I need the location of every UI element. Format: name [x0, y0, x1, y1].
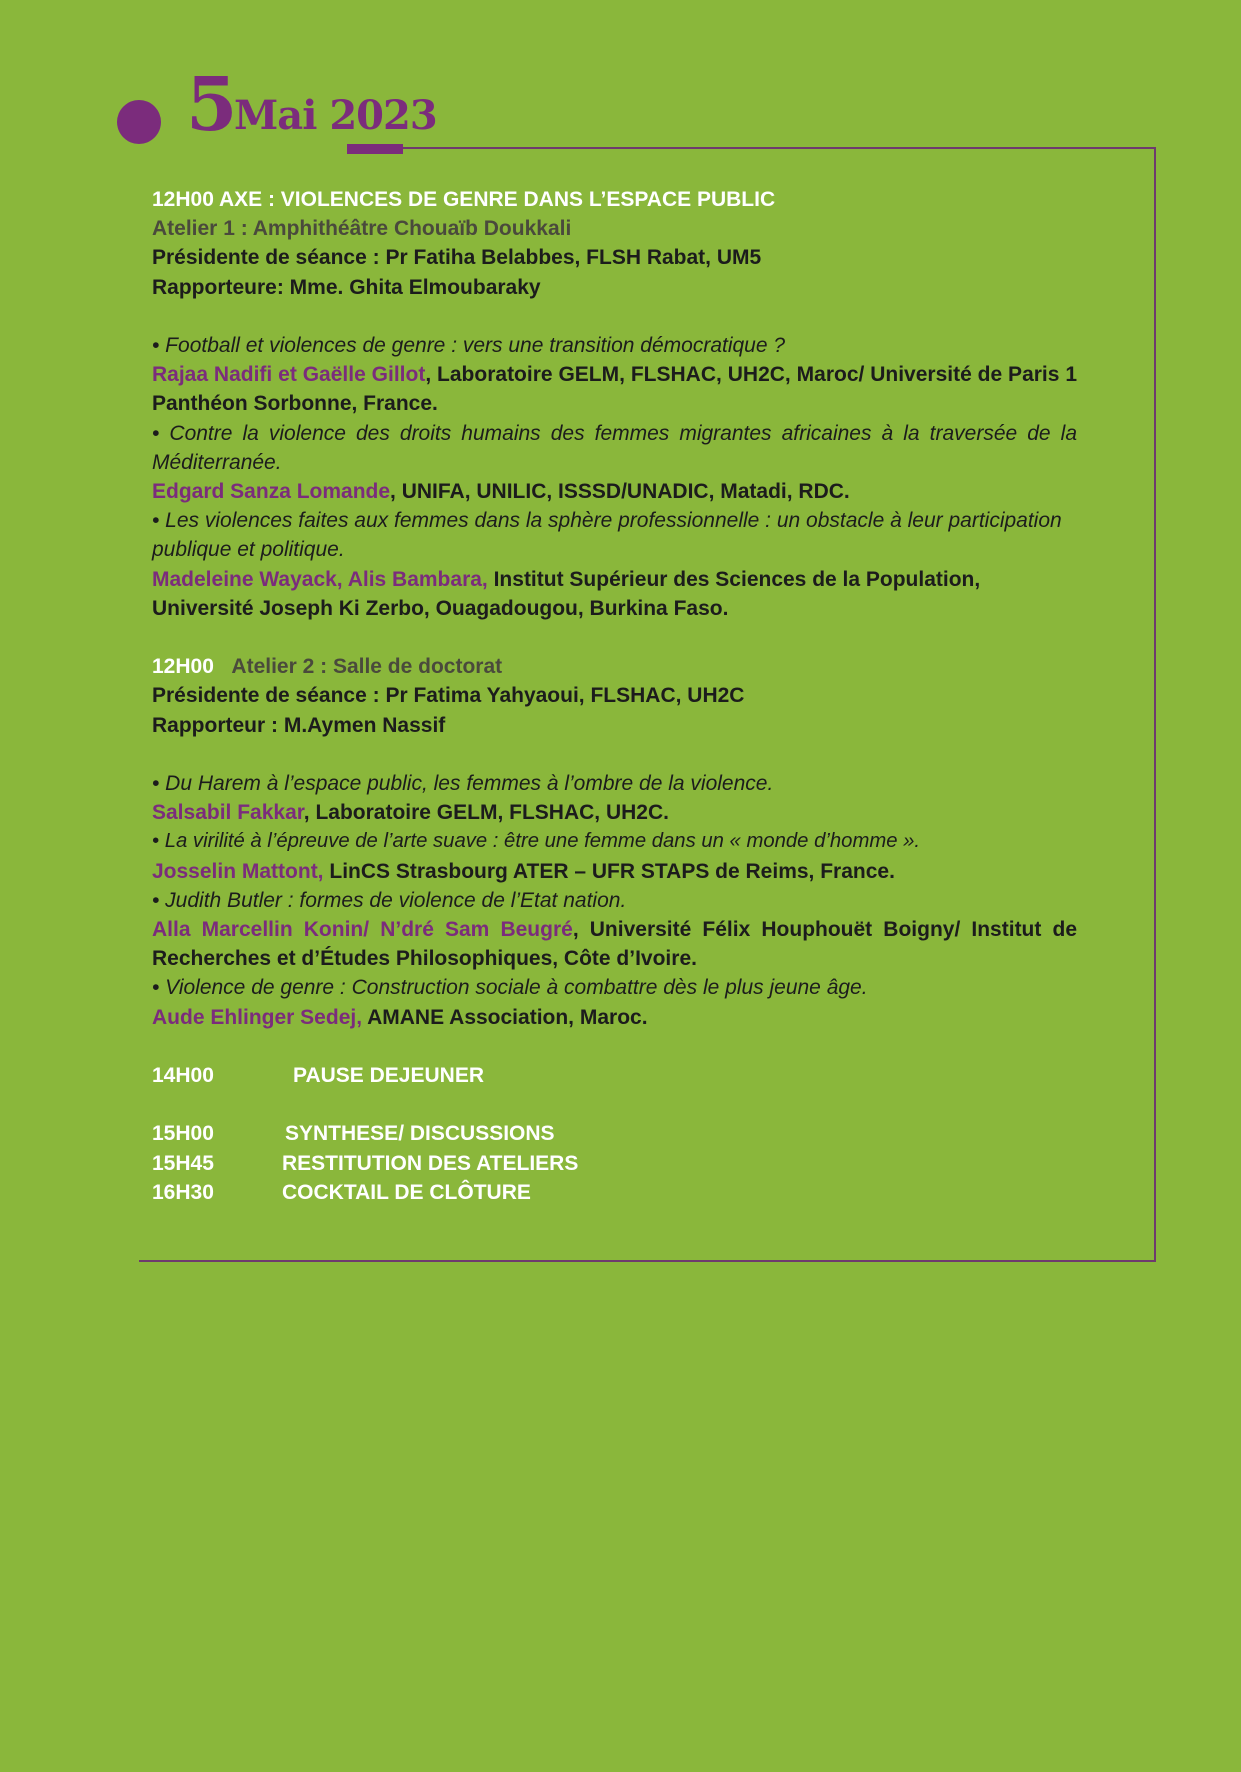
talk-speakers-line [152, 360, 1077, 418]
talk-speakers-line [152, 798, 1077, 827]
frame-right-border [1154, 147, 1156, 1262]
talk-speakers: Josselin Mattont, [152, 859, 324, 883]
programme-content [152, 185, 1077, 1207]
schedule-time: 15H00 [152, 1122, 214, 1146]
spacer [152, 302, 1077, 331]
talk-affiliation: , Laboratoire GELM, FLSHAC, UH2C, Maroc/ Université de Paris 1 Panthéon Sorbonne, France. [152, 363, 1078, 416]
spacer [152, 740, 1077, 769]
talk-speakers-line [152, 565, 1077, 623]
talk-title: • Du Harem à l’espace public, les femmes à l’ombre de la violence. [152, 772, 774, 796]
talk-speakers: Alla Marcellin Konin/ N’dré Sam Beugré [152, 918, 573, 942]
schedule-label: SYNTHESE/ DISCUSSIONS [285, 1122, 555, 1146]
atelier2-heading [152, 652, 1077, 681]
schedule-row [152, 1061, 1077, 1090]
spacer [152, 623, 1077, 652]
schedule-row [152, 1149, 1077, 1178]
spacer [152, 1032, 1077, 1061]
frame-top-border [403, 147, 1156, 149]
talk-affiliation: , Laboratoire GELM, FLSHAC, UH2C. [303, 801, 669, 825]
talk-title: • Les violences faites aux femmes dans la sphère professionnelle : un obstacle à leur participation publique et politique. [152, 509, 1062, 562]
talk-speakers: Madeleine Wayack, Alis Bambara, [152, 567, 488, 591]
atelier1-title: Atelier 1 : Amphithéâtre Chouaïb Doukkali [152, 217, 572, 241]
schedule-label: RESTITUTION DES ATELIERS [282, 1151, 579, 1175]
atelier2-rapporteur: Rapporteur : M.Aymen Nassif [152, 713, 446, 737]
schedule-label: COCKTAIL DE CLÔTURE [282, 1180, 531, 1204]
schedule-time: 14H00 [152, 1064, 214, 1088]
talk-speakers: Edgard Sanza Lomande [152, 480, 391, 504]
atelier2-title: Atelier 2 : Salle de doctorat [231, 655, 503, 679]
schedule-row [152, 1119, 1077, 1148]
schedule-time: 16H30 [152, 1180, 214, 1204]
talk-title: • Violence de genre : Construction sociale à combattre dès le plus jeune âge. [152, 976, 868, 1000]
atelier2-presidente: Présidente de séance : Pr Fatima Yahyaoui, FLSHAC, UH2C [152, 684, 745, 708]
schedule-time: 15H45 [152, 1151, 214, 1175]
date-underline [347, 144, 403, 154]
schedule-label: PAUSE DEJEUNER [293, 1064, 484, 1088]
talk-affiliation: , UNIFA, UNILIC, ISSSD/UNADIC, Matadi, RDC. [390, 480, 850, 504]
atelier1-presidente: Présidente de séance : Pr Fatiha Belabbes, FLSH Rabat, UM5 [152, 246, 762, 270]
date-month-year: Mai 2023 [234, 92, 437, 139]
talk-speakers-line [152, 857, 1077, 886]
talk-speakers: Salsabil Fakkar [152, 801, 304, 825]
talk-affiliation: AMANE Association, Maroc. [362, 1005, 648, 1029]
talk-affiliation: Institut Supérieur des Sciences de la Population, Université Joseph Ki Zerbo, Ouagadougou, Burkina Faso. [152, 567, 981, 620]
talk-affiliation: LinCS Strasbourg ATER – UFR STAPS de Reims, France. [323, 859, 895, 883]
atelier1-rapporteure: Rapporteure: Mme. Ghita Elmoubaraky [152, 275, 541, 299]
axe-title: 12H00 AXE : VIOLENCES DE GENRE DANS L’ESPACE PUBLIC [152, 188, 776, 211]
bullet-dot-icon [117, 100, 161, 144]
spacer [152, 1090, 1077, 1119]
schedule-row [152, 1178, 1077, 1207]
talk-title: • Football et violences de genre : vers une transition démocratique ? [152, 334, 786, 357]
talk-title: • La virilité à l’épreuve de l’arte suave : être une femme dans un « monde d’homme ». [152, 830, 921, 853]
talk-title: • Judith Butler : formes de violence de l’Etat nation. [152, 888, 627, 912]
talk-speakers-line [152, 915, 1077, 973]
talk-title: • Contre la violence des droits humains des femmes migrantes africaines à la traversée de la Méditerranée. [152, 421, 1077, 474]
talk-speakers: Aude Ehlinger Sedej, [152, 1005, 363, 1029]
date-day: 5 [186, 62, 238, 148]
talk-speakers: Rajaa Nadifi et Gaëlle Gillot [152, 363, 426, 387]
atelier2-time: 12H00 [152, 655, 214, 679]
talk-speakers-line [152, 477, 1077, 506]
talk-speakers-line [152, 1003, 1077, 1032]
talk-affiliation: , Université Félix Houphouët Boigny/ Institut de Recherches et d’Études Philosophiques, Côte d’Ivoire. [152, 918, 1077, 971]
frame-bottom-border [139, 1260, 1156, 1262]
